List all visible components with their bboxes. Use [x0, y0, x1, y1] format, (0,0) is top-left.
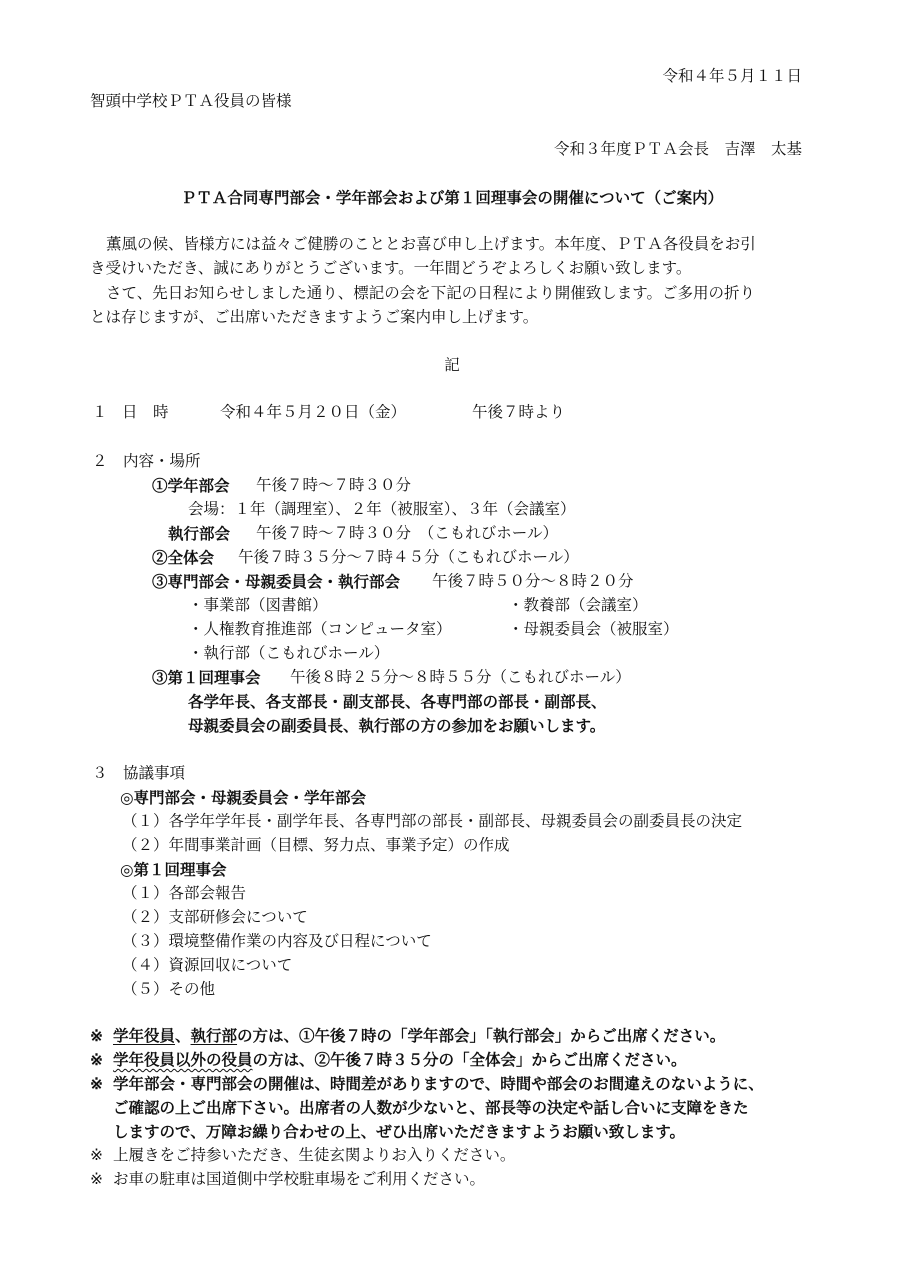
note4-mark: ※	[90, 1146, 103, 1164]
sub2-item-3: （３）環境整備作業の内容及び日程について	[122, 932, 432, 950]
item1-title: ①学年部会	[152, 476, 230, 495]
dept-kyoyo: ・教養部（会議室）	[508, 596, 648, 614]
note5: お車の駐車は国道側中学校駐車場をご利用ください。	[113, 1170, 486, 1188]
item2-title: ②全体会	[152, 548, 215, 567]
sub2-item-1: （１）各部会報告	[122, 884, 247, 902]
ki-mark: 記	[444, 356, 460, 374]
dept-jinken: ・人権教育推進部（コンピュータ室）	[188, 620, 452, 638]
note3-line3: しますので、万障お繰り合わせの上、ぜひ出席いただきますようお願い致します。	[113, 1122, 685, 1141]
note1-academic-officers: 学年役員	[113, 1026, 176, 1045]
section3-sub1: ◎専門部会・母親委員会・学年部会	[120, 788, 367, 807]
section3-heading: ３ 協議事項	[92, 764, 186, 782]
note1-mark: ※	[90, 1026, 103, 1045]
item1b-time: 午後７時～７時３０分 （こもれびホール）	[256, 524, 558, 542]
document-date: 令和４年５月１１日	[662, 67, 802, 85]
item2-time: 午後７時３５分～７時４５分（こもれびホール）	[238, 548, 579, 566]
dept-hahaoya: ・母親委員会（被服室）	[508, 620, 679, 638]
note3-mark: ※	[90, 1074, 103, 1093]
item3-title: ③専門部会・母親委員会・執行部会	[152, 572, 401, 591]
item1-venue: 会場：１年（調理室）、２年（被服室）、３年（会議室）	[188, 500, 576, 518]
section3-sub2: ◎第１回理事会	[120, 860, 227, 879]
greeting-p1-line1: 薫風の候、皆様方には益々ご健勝のこととお喜び申し上げます。本年度、ＰＴＡ各役員をお引	[106, 235, 756, 253]
sender: 令和３年度ＰＴＡ会長 吉澤 太基	[553, 140, 802, 158]
greeting-p2-line2: とは存じますが、ご出席いただきますようご案内申し上げます。	[90, 308, 539, 326]
item1-time: 午後７時～７時３０分	[256, 476, 412, 494]
note2-mark: ※	[90, 1050, 103, 1069]
sub1-item-1: （１）各学年学年長・副学年長、各専門部の部長・副部長、母親委員会の副委員長の決定	[122, 812, 743, 830]
item4-title: ③第１回理事会	[152, 668, 261, 687]
recipient: 智頭中学校ＰＴＡ役員の皆様	[90, 92, 292, 110]
item4-note-line1: 各学年長、各支部長・副支部長、各専門部の部長・副部長、	[188, 692, 607, 711]
section1-number: １	[92, 403, 108, 421]
note5-mark: ※	[90, 1170, 103, 1188]
greeting-p1-line2: き受けいただき、誠にありがとうございます。一年間どうぞよろしくお願い致します。	[90, 259, 692, 277]
note1-text: の方は、①午後７時の「学年部会」「執行部会」からご出席ください。	[237, 1026, 726, 1045]
sub1-item-2: （２）年間事業計画（目標、努力点、事業予定）の作成	[122, 836, 510, 854]
note2-other-officers: 学年役員以外の役員	[113, 1050, 253, 1069]
section1-date: 令和４年５月２０日（金）	[220, 403, 407, 421]
section2-heading: ２ 内容・場所	[92, 452, 201, 470]
note2-text: の方は、②午後７時３５分の「全体会」からご出席ください。	[252, 1050, 687, 1069]
note3-line1: 学年部会・専門部会の開催は、時間差がありますので、時間や部会のお間違えのないように、	[113, 1074, 764, 1093]
dept-jigyo: ・事業部（図書館）	[188, 596, 328, 614]
note1-separator: 、	[175, 1026, 191, 1045]
note4: 上履きをご持参いただき、生徒玄関よりお入りください。	[113, 1146, 516, 1164]
greeting-p2-line1: さて、先日お知らせしました通り、標記の会を下記の日程により開催致します。ご多用の折り	[106, 284, 755, 302]
document-title: ＰＴＡ合同専門部会・学年部会および第１回理事会の開催について（ご案内）	[180, 188, 724, 207]
dept-shikko: ・執行部（こもれびホール）	[188, 644, 390, 662]
section1-label: 日 時	[122, 403, 169, 421]
item1b-title: 執行部会	[168, 524, 231, 543]
item4-note-line2: 母親委員会の副委員長、執行部の方の参加をお願いします。	[188, 716, 606, 735]
sub2-item-5: （５）その他	[122, 980, 216, 998]
item3-time: 午後７時５０分～８時２０分	[432, 572, 634, 590]
section1-time: 午後７時より	[472, 403, 566, 421]
sub2-item-4: （４）資源回収について	[122, 956, 293, 974]
note1-executive: 執行部	[190, 1026, 238, 1045]
note3-line2: ご確認の上ご出席下さい。出席者の人数が少ないと、部長等の決定や話し合いに支障をきた	[113, 1098, 749, 1117]
note2	[113, 1051, 687, 1069]
note1	[113, 1027, 725, 1045]
sub2-item-2: （２）支部研修会について	[122, 908, 308, 926]
item4-time: 午後８時２５分～８時５５分（こもれびホール）	[290, 668, 631, 686]
